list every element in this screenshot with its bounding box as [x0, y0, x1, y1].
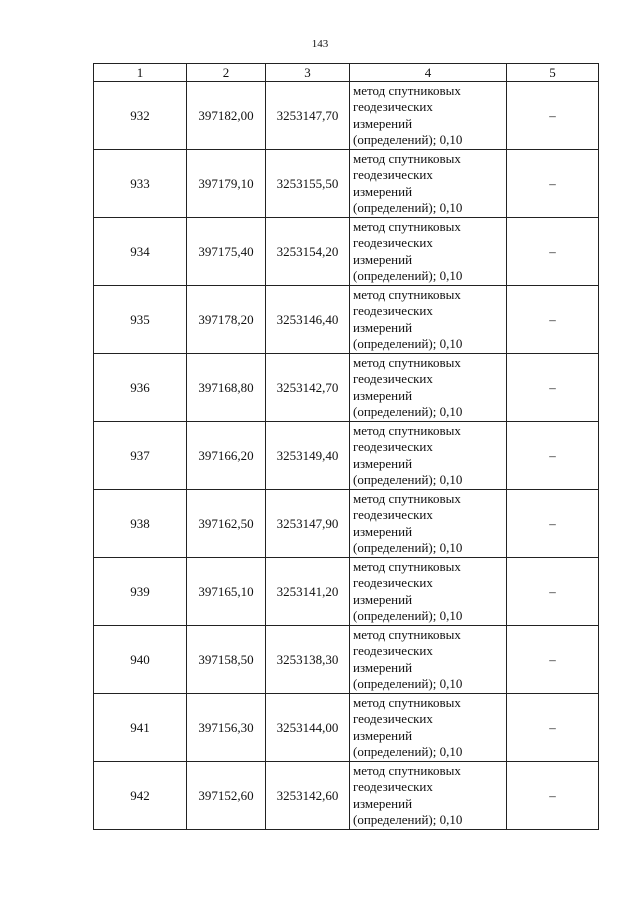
- method-line: геодезических: [353, 643, 433, 659]
- method-line: измерений: [353, 319, 413, 335]
- table-row: [94, 82, 599, 150]
- method-line: (определений); 0,10: [353, 336, 463, 352]
- point-number-cell: 932: [94, 82, 187, 150]
- note-cell: –: [507, 150, 599, 218]
- point-number-cell: 941: [94, 694, 187, 762]
- table-row: [94, 762, 599, 830]
- method-line: геодезических: [353, 507, 433, 523]
- point-number-cell: 933: [94, 150, 187, 218]
- method-line: геодезических: [353, 303, 433, 319]
- header-col-3: 3: [266, 64, 350, 82]
- y-coordinate-cell: 3253142,60: [266, 762, 350, 830]
- y-coordinate-cell: 3253138,30: [266, 626, 350, 694]
- method-line: измерений: [353, 115, 413, 131]
- coordinates-table: [93, 63, 599, 830]
- method-cell: [350, 762, 507, 830]
- y-coordinate-cell: 3253146,40: [266, 286, 350, 354]
- note-cell: –: [507, 762, 599, 830]
- method-cell: [350, 354, 507, 422]
- header-col-2: 2: [187, 64, 266, 82]
- y-coordinate-cell: 3253147,90: [266, 490, 350, 558]
- table-row: [94, 490, 599, 558]
- method-line: геодезических: [353, 711, 433, 727]
- point-number-cell: 938: [94, 490, 187, 558]
- method-line: (определений); 0,10: [353, 744, 463, 760]
- method-cell: [350, 558, 507, 626]
- table-row: [94, 626, 599, 694]
- method-line: измерений: [353, 795, 413, 811]
- method-line: метод спутниковых: [353, 83, 461, 98]
- method-line: метод спутниковых: [353, 151, 461, 166]
- x-coordinate-cell: 397158,50: [187, 626, 266, 694]
- method-line: (определений); 0,10: [353, 268, 463, 284]
- method-cell: [350, 150, 507, 218]
- point-number-cell: 940: [94, 626, 187, 694]
- method-line: (определений); 0,10: [353, 540, 463, 556]
- method-line: метод спутниковых: [353, 559, 461, 574]
- point-number-cell: 942: [94, 762, 187, 830]
- method-line: геодезических: [353, 167, 433, 183]
- x-coordinate-cell: 397162,50: [187, 490, 266, 558]
- method-line: геодезических: [353, 779, 433, 795]
- table-row: [94, 354, 599, 422]
- y-coordinate-cell: 3253154,20: [266, 218, 350, 286]
- method-line: (определений); 0,10: [353, 132, 463, 148]
- table-header-row: [94, 64, 599, 82]
- table-row: [94, 218, 599, 286]
- point-number-cell: 937: [94, 422, 187, 490]
- method-cell: [350, 286, 507, 354]
- method-cell: [350, 82, 507, 150]
- note-cell: –: [507, 354, 599, 422]
- method-line: метод спутниковых: [353, 423, 461, 438]
- y-coordinate-cell: 3253155,50: [266, 150, 350, 218]
- method-line: геодезических: [353, 99, 433, 115]
- method-line: (определений); 0,10: [353, 812, 463, 828]
- method-line: (определений); 0,10: [353, 608, 463, 624]
- y-coordinate-cell: 3253147,70: [266, 82, 350, 150]
- point-number-cell: 936: [94, 354, 187, 422]
- method-line: (определений); 0,10: [353, 472, 463, 488]
- y-coordinate-cell: 3253142,70: [266, 354, 350, 422]
- note-cell: –: [507, 286, 599, 354]
- point-number-cell: 935: [94, 286, 187, 354]
- note-cell: –: [507, 218, 599, 286]
- y-coordinate-cell: 3253144,00: [266, 694, 350, 762]
- method-line: измерений: [353, 387, 413, 403]
- note-cell: –: [507, 626, 599, 694]
- method-line: измерений: [353, 455, 413, 471]
- method-line: геодезических: [353, 371, 433, 387]
- note-cell: –: [507, 422, 599, 490]
- note-cell: –: [507, 490, 599, 558]
- table-row: [94, 286, 599, 354]
- method-line: измерений: [353, 727, 413, 743]
- method-line: (определений); 0,10: [353, 676, 463, 692]
- x-coordinate-cell: 397152,60: [187, 762, 266, 830]
- method-cell: [350, 694, 507, 762]
- method-cell: [350, 422, 507, 490]
- x-coordinate-cell: 397178,20: [187, 286, 266, 354]
- method-line: (определений); 0,10: [353, 200, 463, 216]
- x-coordinate-cell: 397182,00: [187, 82, 266, 150]
- point-number-cell: 934: [94, 218, 187, 286]
- table-body: [94, 82, 599, 830]
- method-line: метод спутниковых: [353, 695, 461, 710]
- x-coordinate-cell: 397166,20: [187, 422, 266, 490]
- table-row: [94, 558, 599, 626]
- method-line: геодезических: [353, 575, 433, 591]
- page-number: 143: [311, 38, 329, 50]
- method-line: метод спутниковых: [353, 287, 461, 302]
- table-row: [94, 150, 599, 218]
- method-line: измерений: [353, 659, 413, 675]
- method-line: метод спутниковых: [353, 491, 461, 506]
- method-line: метод спутниковых: [353, 219, 461, 234]
- method-line: метод спутниковых: [353, 763, 461, 778]
- method-cell: [350, 626, 507, 694]
- method-line: измерений: [353, 251, 413, 267]
- x-coordinate-cell: 397168,80: [187, 354, 266, 422]
- method-cell: [350, 218, 507, 286]
- method-line: метод спутниковых: [353, 627, 461, 642]
- method-line: геодезических: [353, 439, 433, 455]
- header-col-1: 1: [94, 64, 187, 82]
- method-cell: [350, 490, 507, 558]
- header-col-4: 4: [350, 64, 507, 82]
- y-coordinate-cell: 3253141,20: [266, 558, 350, 626]
- table-row: [94, 422, 599, 490]
- x-coordinate-cell: 397175,40: [187, 218, 266, 286]
- method-line: (определений); 0,10: [353, 404, 463, 420]
- method-line: метод спутниковых: [353, 355, 461, 370]
- header-col-5: 5: [507, 64, 599, 82]
- method-line: измерений: [353, 523, 413, 539]
- note-cell: –: [507, 694, 599, 762]
- method-line: измерений: [353, 591, 413, 607]
- x-coordinate-cell: 397179,10: [187, 150, 266, 218]
- x-coordinate-cell: 397165,10: [187, 558, 266, 626]
- method-line: измерений: [353, 183, 413, 199]
- method-line: геодезических: [353, 235, 433, 251]
- note-cell: –: [507, 558, 599, 626]
- point-number-cell: 939: [94, 558, 187, 626]
- table-row: [94, 694, 599, 762]
- x-coordinate-cell: 397156,30: [187, 694, 266, 762]
- note-cell: –: [507, 82, 599, 150]
- y-coordinate-cell: 3253149,40: [266, 422, 350, 490]
